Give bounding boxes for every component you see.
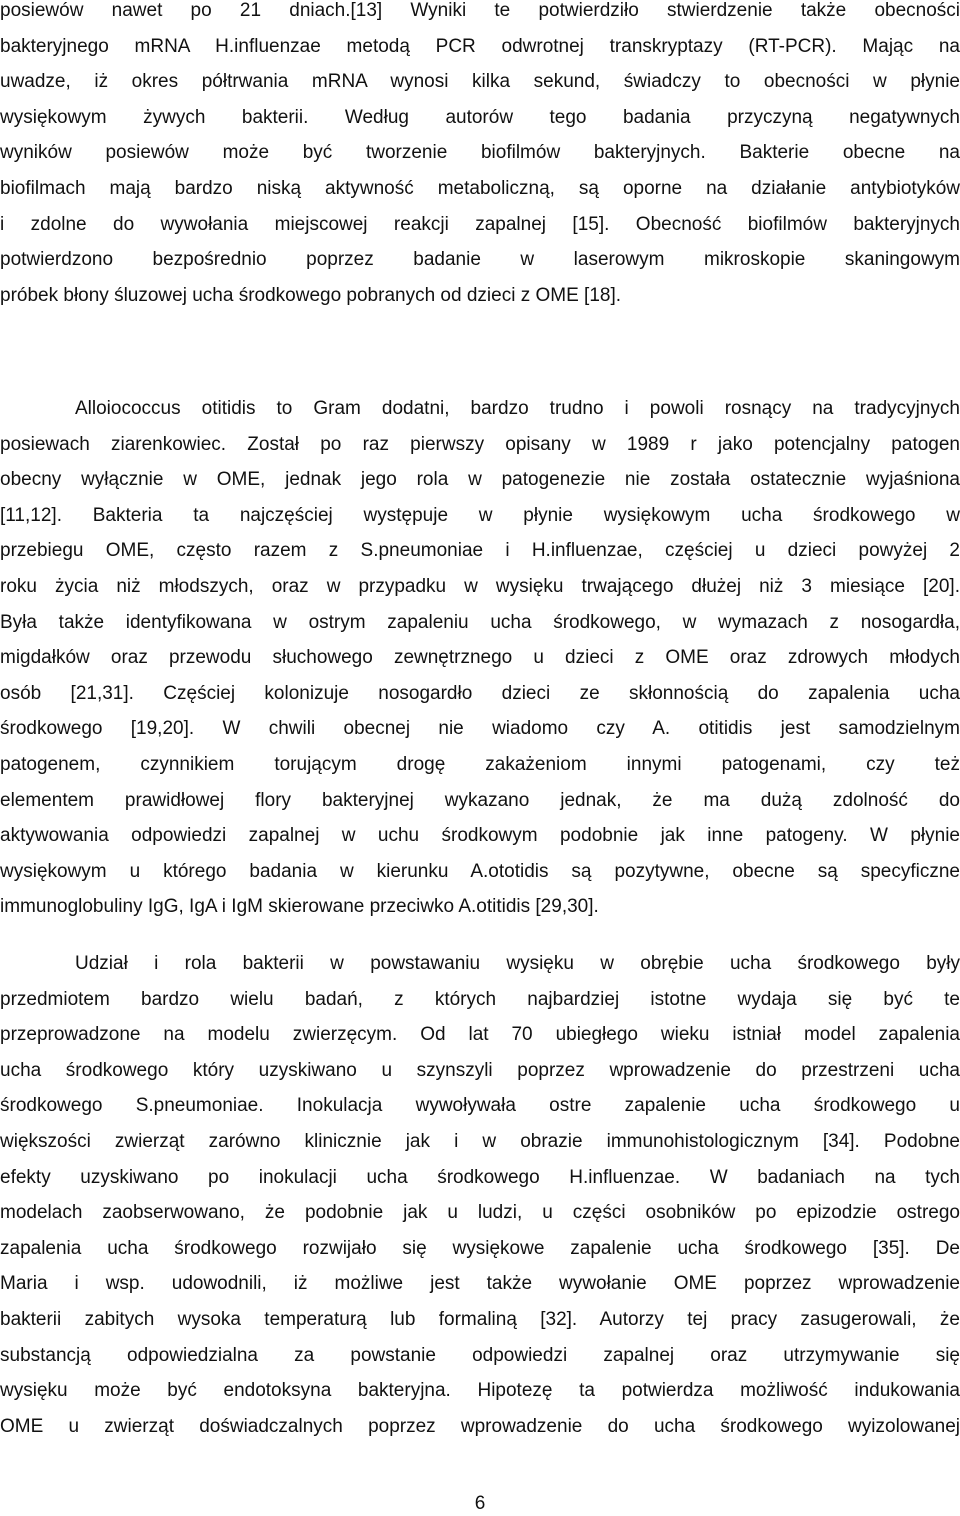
- text-line: większości zwierząt zarówno klinicznie jak i w obrazie immunohistologicznym [34]. Podobne: [0, 1130, 960, 1152]
- text-line: immunoglobuliny IgG, IgA i IgM skierowane przeciwko A.otitidis [29,30].: [0, 896, 599, 918]
- text-line: elementem prawidłowej flory bakteryjnej wykazano jednak, że ma dużą zdolność do: [0, 789, 960, 811]
- text-line: bakterii zabitych wysoka temperaturą lub formaliną [32]. Autorzy tej pracy zasugerowali, że: [0, 1308, 960, 1330]
- text-line: Alloiococcus otitidis to Gram dodatni, bardzo trudno i powoli rosnący na tradycyjnych: [75, 398, 960, 419]
- text-line: efekty uzyskiwano po inokulacji ucha środkowego H.influenzae. W badaniach na tych: [0, 1166, 960, 1188]
- text-line: posiewów nawet po 21 dniach.[13] Wyniki te potwierdziło stwierdzenie także obecności: [0, 0, 960, 21]
- text-line: substancją odpowiedzialna za powstanie odpowiedzi zapalnej oraz utrzymywanie się: [0, 1344, 960, 1366]
- text-line: wysiękowym żywych bakterii. Według autorów tego badania przyczyną negatywnych: [0, 106, 960, 128]
- text-line: Maria i wsp. udowodnili, iż możliwe jest także wywołanie OME poprzez wprowadzenie: [0, 1273, 960, 1295]
- text-line: aktywowania odpowiedzi zapalnej w uchu środkowym podobnie jak inne patogeny. W płynie: [0, 825, 960, 847]
- text-line: migdałków oraz przewodu słuchowego zewnętrznego u dzieci z OME oraz zdrowych młodych: [0, 647, 960, 669]
- text-line: obecny wyłącznie w OME, jednak jego rola w patogenezie nie została ostatecznie wyjaśniona: [0, 469, 960, 491]
- text-line: patogenem, czynnikiem torującym drogę zakażeniom innymi patogenami, czy też: [0, 753, 960, 775]
- text-line: wysięku może być endotoksyna bakteryjna. Hipotezę ta potwierdza możliwość indukowania: [0, 1380, 960, 1402]
- text-line: roku życia niż młodszych, oraz w przypadku w wysięku trwającego dłużej niż 3 miesiące [20].: [0, 575, 960, 597]
- text-line: wysiękowym u którego badania w kierunku A.ototidis są pozytywne, obecne są specyficzne: [0, 860, 960, 882]
- text-line: Była także identyfikowana w ostrym zapaleniu ucha środkowego, w wymazach z nosogardła,: [0, 611, 960, 633]
- text-line: [11,12]. Bakteria ta najczęściej występuje w płynie wysiękowym ucha środkowego w: [0, 504, 960, 526]
- text-line: zapalenia ucha środkowego rozwijało się wysiękowe zapalenie ucha środkowego [35]. De: [0, 1237, 960, 1259]
- text-line: i zdolne do wywołania miejscowej reakcji zapalnej [15]. Obecność biofilmów bakteryjnych: [0, 213, 960, 235]
- page-number: 6: [474, 1493, 486, 1514]
- text-line: wyników posiewów może być tworzenie biofilmów bakteryjnych. Bakterie obecne na: [0, 142, 960, 164]
- paragraph-animal-models: [0, 946, 960, 1444]
- paragraph-biofilms: [0, 0, 960, 313]
- text-line: przebiegu OME, często razem z S.pneumoniae i H.influenzae, częściej u dzieci powyżej 2: [0, 540, 960, 562]
- text-line: OME u zwierząt doświadczalnych poprzez wprowadzenie do ucha środkowego wyizolowanej: [0, 1415, 960, 1437]
- text-line: środkowego [19,20]. W chwili obecnej nie wiadomo czy A. otitidis jest samodzielnym: [0, 718, 960, 740]
- text-line: potwierdzono bezpośrednio poprzez badanie w laserowym mikroskopie skaningowym: [0, 249, 960, 271]
- paragraph-alloiococcus: [0, 391, 960, 925]
- text-line: środkowego S.pneumoniae. Inokulacja wywoływała ostre zapalenie ucha środkowego u: [0, 1095, 960, 1117]
- text-line: bakteryjnego mRNA H.influenzae metodą PCR odwrotnej transkryptazy (RT-PCR). Mając na: [0, 35, 960, 57]
- text-line: posiewach ziarenkowiec. Został po raz pierwszy opisany w 1989 r jako potencjalny patogen: [0, 433, 960, 455]
- text-line: uwadze, iż okres półtrwania mRNA wynosi kilka sekund, świadczy to obecności w płynie: [0, 71, 960, 93]
- text-line: Udział i rola bakterii w powstawaniu wysięku w obrębie ucha środkowego były: [75, 953, 960, 974]
- text-line: przeprowadzone na modelu zwierzęcym. Od lat 70 ubiegłego wieku istniał model zapalenia: [0, 1024, 960, 1046]
- text-line: przedmiotem bardzo wielu badań, z których najbardziej istotne wydaja się być te: [0, 988, 960, 1010]
- text-line: biofilmach mają bardzo niską aktywność metaboliczną, są oporne na działanie antybiotyków: [0, 177, 960, 199]
- text-line: próbek błony śluzowej ucha środkowego pobranych od dzieci z OME [18].: [0, 284, 622, 306]
- text-line: osób [21,31]. Częściej kolonizuje nosogardło dzieci ze skłonnością do zapalenia ucha: [0, 682, 960, 704]
- text-line: modelach zaobserwowano, że podobnie jak u ludzi, u części osobników po epizodzie ostrego: [0, 1202, 960, 1224]
- text-line: ucha środkowego który uzyskiwano u szynszyli poprzez wprowadzenie do przestrzeni ucha: [0, 1059, 960, 1081]
